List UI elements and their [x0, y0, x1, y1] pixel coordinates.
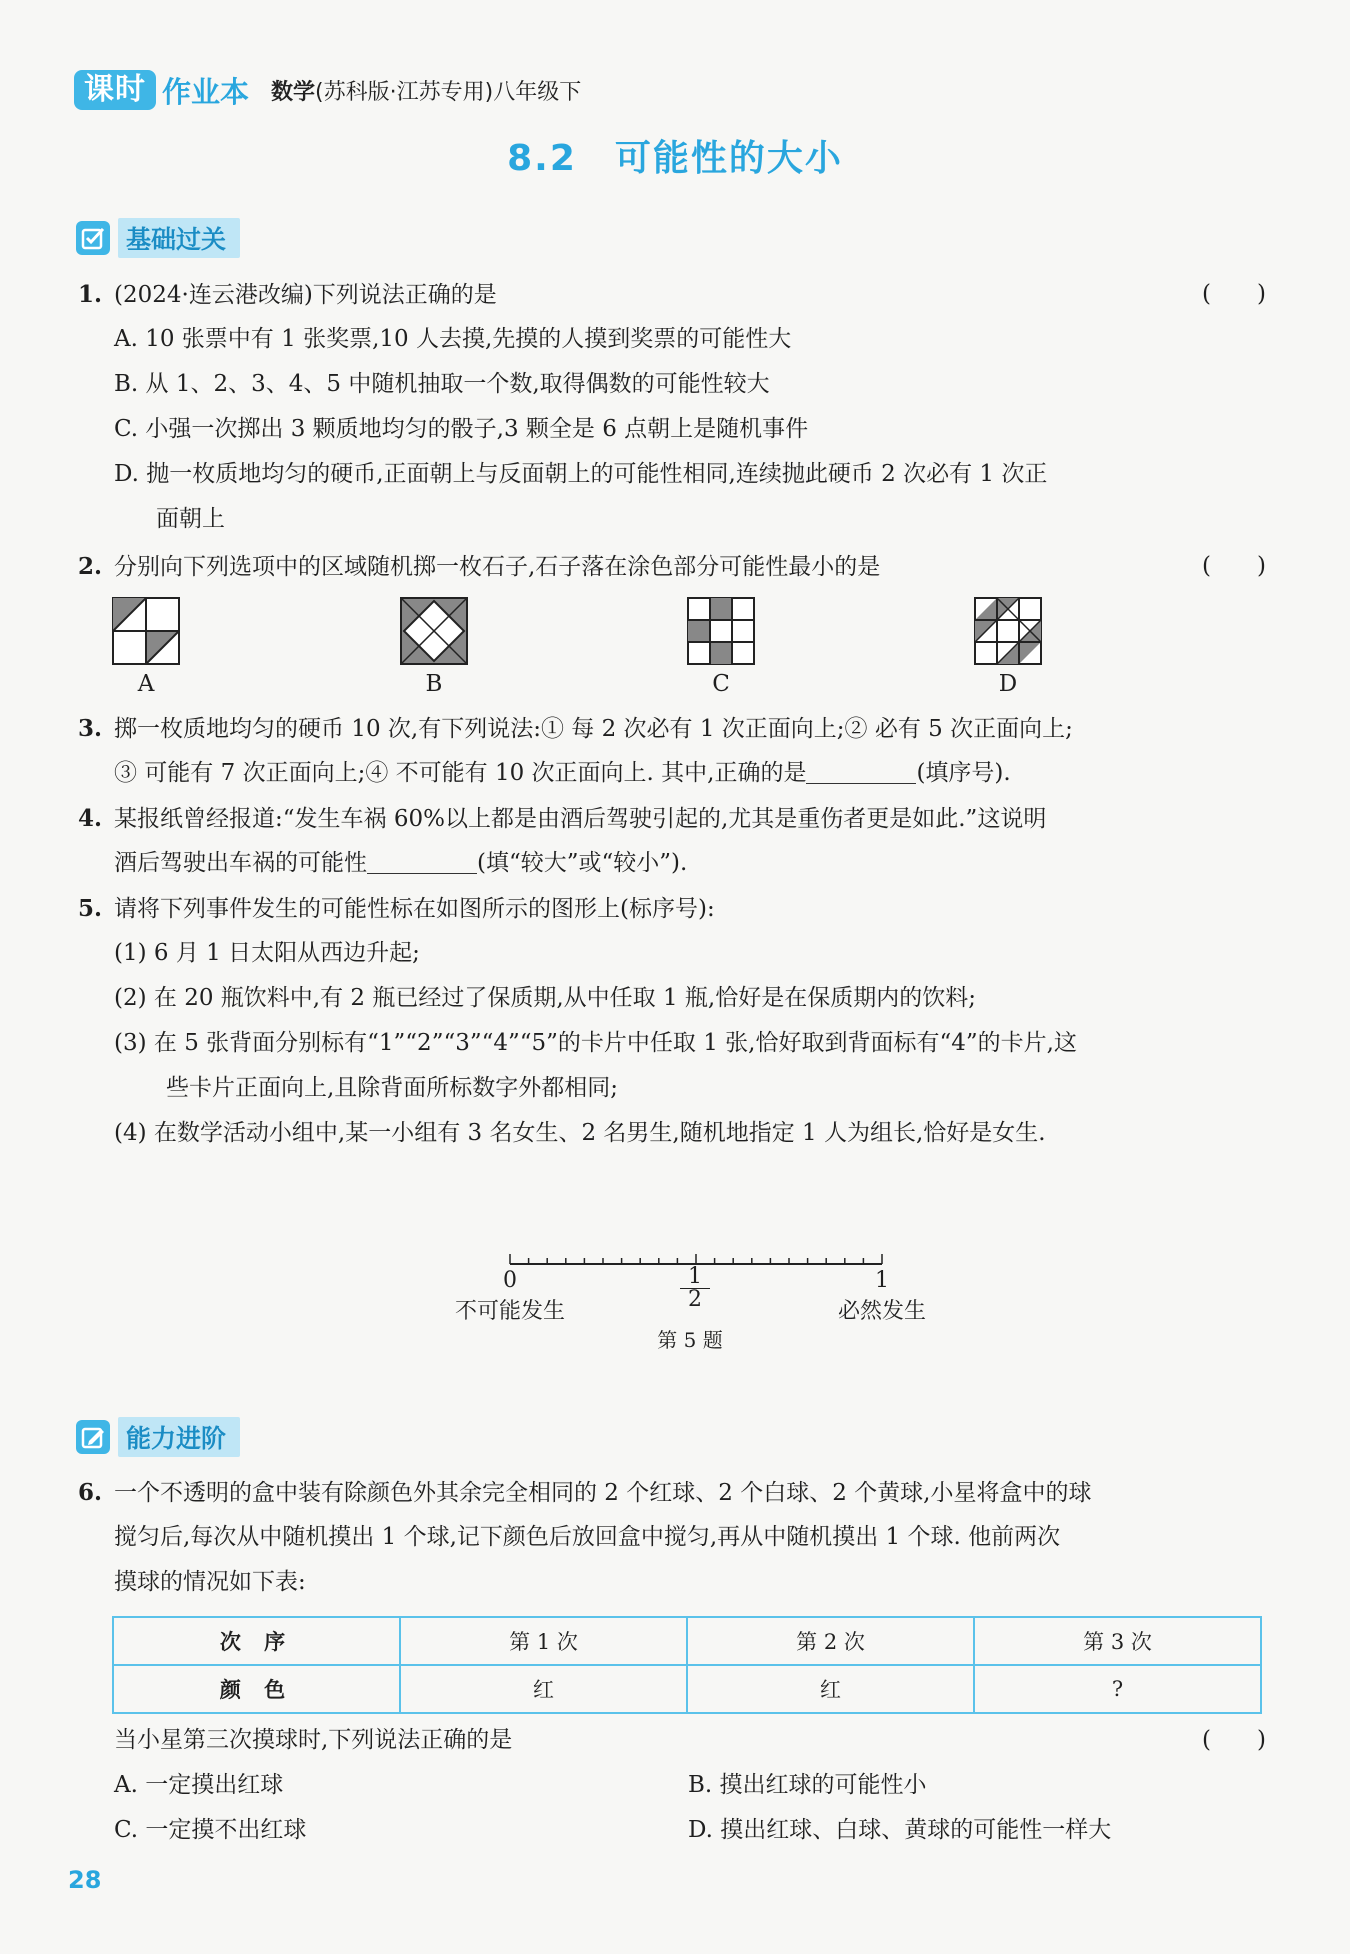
question-6-prompt: 当小星第三次摸球时,下列说法正确的是 — [114, 1727, 513, 1753]
q5-item-1: (1) 6 月 1 日太阳从西边升起; — [114, 940, 420, 966]
tick-one: 1 — [875, 1268, 889, 1293]
question-line-1: 掷一枚质地均匀的硬币 10 次,有下列说法:① 每 2 次必有 1 次正面向上;② 必有 5 次正面向上; — [114, 716, 1073, 742]
probability-number-line — [0, 1240, 1350, 1360]
option-a: A. 一定摸出红球 — [114, 1772, 284, 1798]
question-3 — [78, 706, 1268, 752]
book-header — [74, 68, 581, 112]
figure-b — [400, 597, 468, 697]
answer-bracket: ( ) — [1202, 553, 1266, 579]
figure-caption: 第 5 题 — [657, 1328, 723, 1352]
table-cell: 第 2 次 — [687, 1617, 974, 1665]
half-numerator: 1 — [680, 1266, 710, 1289]
series-detail: (苏科版·江苏专用)八年级下 — [315, 79, 582, 105]
q5-item-2: (2) 在 20 瓶饮料中,有 2 瓶已经过了保质期,从中任取 1 瓶,恰好是在保质期内的饮料; — [114, 985, 976, 1011]
question-1 — [78, 272, 1268, 318]
table-header-cell: 颜 色 — [113, 1665, 400, 1713]
option-d: D. 抛一枚质地均匀的硬币,正面朝上与反面朝上的可能性相同,连续抛此硬币 2 次必有 1 次正 — [114, 461, 1048, 487]
tick-zero: 0 — [503, 1268, 517, 1293]
q4-text-a: 酒后驾驶出车祸的可能性 — [114, 850, 367, 876]
q3-text-b: (填序号). — [916, 760, 1011, 786]
question-5 — [78, 886, 1268, 932]
section-advanced-heading — [76, 1417, 240, 1457]
q5-item-3-cont: 些卡片正面向上,且除背面所标数字外都相同; — [166, 1075, 619, 1101]
answer-bracket: ( ) — [1202, 281, 1266, 307]
answer-blank[interactable] — [806, 757, 916, 784]
question-2 — [78, 544, 1268, 590]
section-basic-heading — [76, 218, 240, 258]
figure-c-shape — [687, 597, 755, 665]
q4-text-b: (填“较大”或“较小”). — [477, 850, 688, 876]
table-cell: 第 1 次 — [400, 1617, 687, 1665]
impossible-label: 不可能发生 — [454, 1299, 565, 1324]
section-advanced-label: 能力进阶 — [118, 1417, 240, 1457]
question-stem: 请将下列事件发生的可能性标在如图所示的图形上(标序号): — [114, 896, 715, 922]
certain-label: 必然发生 — [837, 1299, 926, 1324]
question-stem: (2024·连云港改编)下列说法正确的是 — [114, 282, 497, 308]
q2-figures — [0, 597, 1350, 707]
question-stem: 分别向下列选项中的区域随机掷一枚石子,石子落在涂色部分可能性最小的是 — [114, 554, 881, 580]
option-b: B. 摸出红球的可能性小 — [688, 1772, 927, 1798]
q3-text-a: ③ 可能有 7 次正面向上;④ 不可能有 10 次正面向上. 其中,正确的是 — [114, 760, 807, 786]
figure-label: B — [425, 671, 443, 697]
question-3-line-2 — [114, 751, 1264, 796]
brand-name: 作业本 — [162, 74, 250, 109]
figure-a-shape — [112, 597, 180, 665]
table-cell: 红 — [400, 1665, 687, 1713]
section-basic-label: 基础过关 — [118, 218, 240, 258]
q5-item-3: (3) 在 5 张背面分别标有“1”“2”“3”“4”“5”的卡片中任取 1 张,恰好取到背面标有“4”的卡片,这 — [114, 1030, 1077, 1056]
answer-bracket: ( ) — [1202, 1727, 1266, 1753]
question-line-1: 一个不透明的盒中装有除颜色外其余完全相同的 2 个红球、2 个白球、2 个黄球,小星将盒中的球 — [114, 1480, 1092, 1506]
option-a: A. 10 张票中有 1 张奖票,10 人去摸,先摸的人摸到奖票的可能性大 — [114, 326, 792, 352]
question-4 — [78, 796, 1268, 842]
question-4-line-2 — [114, 841, 1264, 886]
question-6-line-2: 搅匀后,每次从中随机摸出 1 个球,记下颜色后放回盒中搅匀,再从中随机摸出 1 个球. 他前两次 — [114, 1524, 1061, 1550]
table-cell: 红 — [687, 1665, 974, 1713]
option-b: B. 从 1、2、3、4、5 中随机抽取一个数,取得偶数的可能性较大 — [114, 371, 770, 397]
series-subject: 数学 — [271, 79, 316, 105]
q5-item-4: (4) 在数学活动小组中,某一小组有 3 名女生、2 名男生,随机地指定 1 人为组长,恰好是女生. — [114, 1120, 1046, 1146]
figure-a — [112, 597, 180, 697]
option-c: C. 一定摸不出红球 — [114, 1817, 307, 1843]
series-info — [271, 75, 581, 106]
figure-label: D — [998, 671, 1018, 697]
table-cell: ? — [974, 1665, 1261, 1713]
brand-badge: 课时 — [74, 70, 156, 110]
chapter-title: 8.2 可能性的大小 — [507, 138, 843, 179]
figure-b-shape — [400, 597, 468, 665]
pencil-icon — [76, 1420, 110, 1454]
question-6 — [78, 1470, 1268, 1516]
option-d: D. 摸出红球、白球、黄球的可能性一样大 — [688, 1817, 1112, 1843]
question-number: 4. — [78, 805, 103, 832]
question-line-1: 某报纸曾经报道:“发生车祸 60%以上都是由酒后驾驶引起的,尤其是重伤者更是如此.”这说明 — [114, 806, 1047, 832]
answer-blank[interactable] — [367, 847, 477, 874]
table-header-cell: 次 序 — [113, 1617, 400, 1665]
question-number: 3. — [78, 715, 103, 742]
question-number: 6. — [78, 1479, 103, 1506]
figure-label: A — [137, 671, 155, 697]
option-c: C. 小强一次掷出 3 颗质地均匀的骰子,3 颗全是 6 点朝上是随机事件 — [114, 416, 809, 442]
figure-c — [687, 597, 755, 697]
number-line-axis — [0, 1240, 1350, 1280]
table-row — [113, 1617, 1261, 1665]
question-6-line-3: 摸球的情况如下表: — [114, 1569, 306, 1595]
check-pencil-icon — [76, 221, 110, 255]
figure-d-shape — [974, 597, 1042, 665]
table-cell: 第 3 次 — [974, 1617, 1261, 1665]
question-number: 2. — [78, 553, 103, 580]
option-d-cont: 面朝上 — [156, 506, 225, 532]
figure-label: C — [712, 671, 730, 697]
half-denominator: 2 — [688, 1287, 702, 1312]
page-number: 28 — [68, 1866, 102, 1894]
question-number: 5. — [78, 895, 103, 922]
figure-d — [974, 597, 1042, 697]
tick-half — [680, 1266, 710, 1311]
draw-results-table — [112, 1616, 1262, 1714]
table-row — [113, 1665, 1261, 1713]
question-number: 1. — [78, 281, 103, 308]
